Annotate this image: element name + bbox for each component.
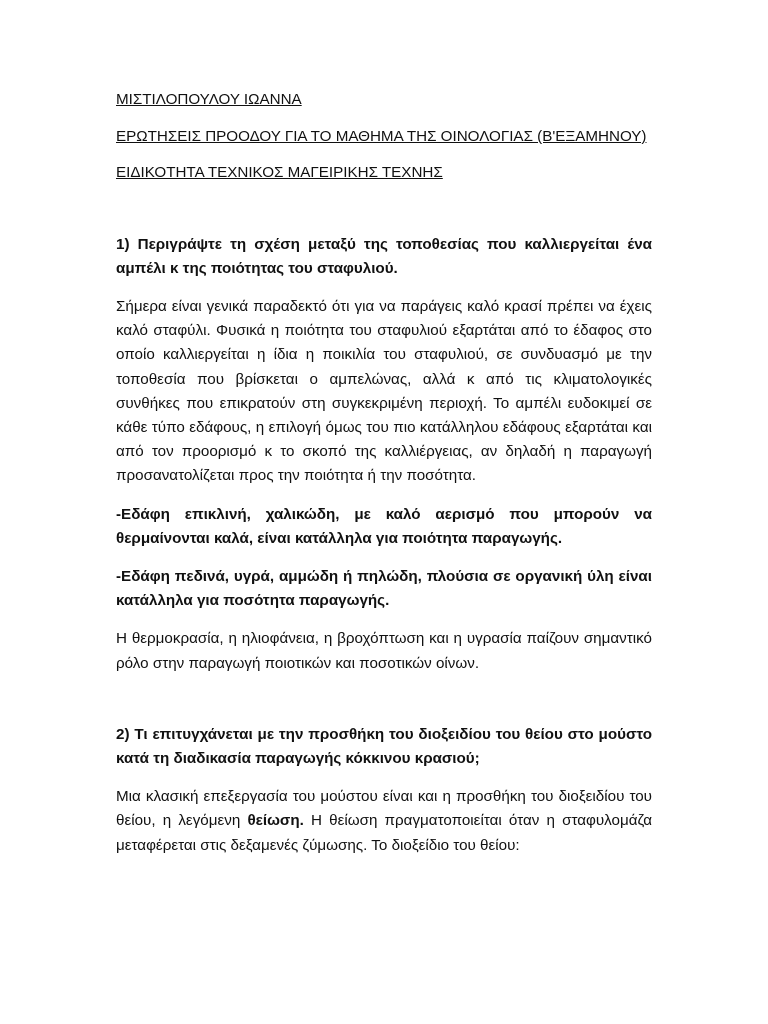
answer-1-paragraph-1: Σήμερα είναι γενικά παραδεκτό ότι για να παράγεις καλό κρασί πρέπει να έχεις καλό σταφύλι. Φυσικά η ποιότητα του σταφυλιού εξαρτάται από το έδαφος στο οποίο καλλιεργείται η ίδια η ποικιλία του σταφυλιού, σε συνδυασμό με την τοποθεσία που βρίσκεται ο αμπελώνας, αλλά κ από τις κλιματολογικές συνθήκες που επικρατούν στη συγκεκριμένη περιοχή. Το αμπέλι ευδοκιμεί σε κάθε τύπο εδάφους, η επιλογή όμως του πιο κατάλληλου εδάφους εξαρτάται και από τον προορισμό κ το σκοπό της καλλιέργειας, αν δηλαδή η παραγωγή προσανατολίζεται προς την ποιότητα ή την ποσότητα. xyxy=(116,298,652,485)
answer-2-bold-term: θείωση. xyxy=(247,812,304,830)
answer-2-text-start: Μια κλασική επεξεργασία του μούστου είναι και η προσθήκη του διοξειδίου του θείου, η λεγόμενη xyxy=(116,788,652,830)
answer-1-bold-point-2: -Εδάφη πεδινά, υγρά, αμμώδη ή πηλώδη, πλούσια σε οργανική ύλη είναι κατάλληλα για ποσότητα παραγωγής. xyxy=(116,568,652,610)
question-1: 1) Περιγράψτε τη σχέση μεταξύ της τοποθεσίας που καλλιεργείται ένα αμπέλι κ της ποιότητας του σταφυλιού. xyxy=(116,235,652,277)
answer-2-text-end: Η θείωση πραγματοποιείται όταν η σταφυλομάζα μεταφέρεται στις δεξαμενές ζύμωσης. Το διοξείδιο του θείου: xyxy=(116,812,652,854)
author-name: ΜΙΣΤΙΛΟΠΟΥΛΟΥ ΙΩΑΝΝΑ xyxy=(116,91,302,108)
document-page xyxy=(116,88,652,872)
document-title: ΕΡΩΤΗΣΕΙΣ ΠΡΟΟΔΟΥ ΓΙΑ ΤΟ ΜΑΘΗΜΑ ΤΗΣ ΟΙΝΟΛΟΓΙΑΣ (Β'ΕΞΑΜΗΝΟΥ) xyxy=(116,128,647,146)
specialty-line: ΕΙΔΙΚΟΤΗΤΑ ΤΕΧΝΙΚΟΣ ΜΑΓΕΙΡΙΚΗΣ ΤΕΧΝΗΣ xyxy=(116,164,443,182)
answer-2-paragraph-1 xyxy=(116,785,652,858)
answer-1-paragraph-2: Η θερμοκρασία, η ηλιοφάνεια, η βροχόπτωση και η υγρασία παίζουν σημαντικό ρόλο στην παραγωγή ποιοτικών και ποσοτικών οίνων. xyxy=(116,630,652,672)
question-2: 2) Τι επιτυγχάνεται με την προσθήκη του διοξειδίου του θείου στο μούστο κατά τη διαδικασία παραγωγής κόκκινου κρασιού; xyxy=(116,725,652,768)
answer-1-bold-point-1: -Εδάφη επικλινή, χαλικώδη, με καλό αερισμό που μπορούν να θερμαίνονται καλά, είναι κατάλληλα για ποιότητα παραγωγής. xyxy=(116,505,652,547)
